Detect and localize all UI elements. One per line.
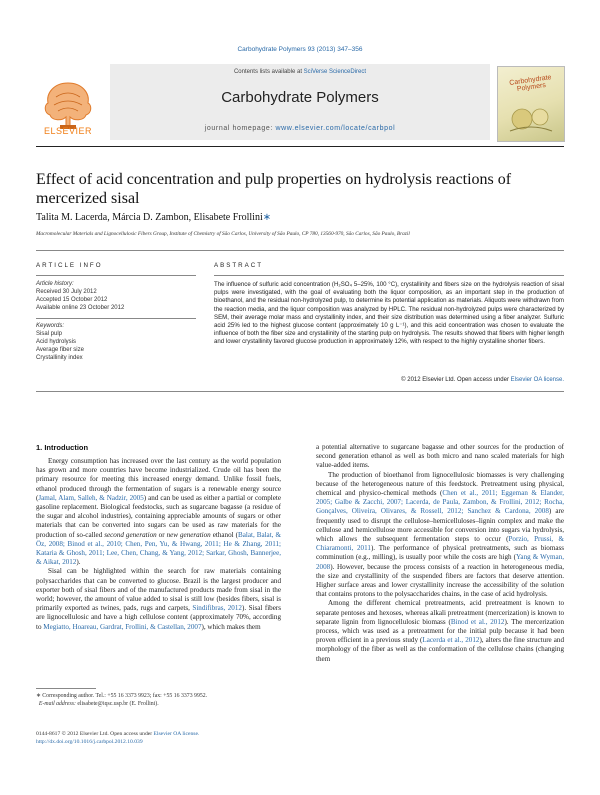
doi-link[interactable]: http://dx.doi.org/10.1016/j.carbpol.2012.10.039 bbox=[36, 738, 143, 745]
email-address[interactable]: elisabete@iqsc.usp.br (E. Frollini). bbox=[77, 700, 159, 707]
copyright-line bbox=[214, 377, 564, 383]
journal-title: Carbohydrate Polymers bbox=[221, 89, 379, 106]
reference-link[interactable]: Balat, Balat, & Öz, 2008; Binod et al., 2010; Chen, Pen, Yu, & Hwang, 2011; He & Zhang, 2011; Kataria & Ghosh, 2011; Lee, Chen, Chang, & Yang, 2012; Sarkar, Ghosh, Bannerjee, & Aikat, 2012 bbox=[36, 530, 281, 567]
reference-link[interactable]: Chen et al., 2011; Eggeman & Elander, 2005; Galbe & Zacchi, 2007; Lacerda, de Paula, Zambon, & Frollini, 2012; Rocha, Gonçalves, Oliveira, Olivares, & Rossell, 2012; Sanchez & Cardona, 2008 bbox=[316, 489, 564, 516]
bottom-publication-info bbox=[36, 731, 336, 746]
reference-link[interactable]: Sindifibras, 2012 bbox=[192, 604, 242, 613]
footnote-rule bbox=[36, 688, 96, 689]
keyword-item: Sisal pulp bbox=[36, 331, 63, 337]
author-list bbox=[36, 212, 564, 223]
reference-link[interactable]: Binod et al., 2012 bbox=[450, 617, 505, 626]
affiliation-rule bbox=[36, 250, 564, 251]
reference-link[interactable]: Lacerda et al., 2012 bbox=[422, 636, 480, 645]
intro-paragraph: Sisal can be highlighted within the search for raw materials containing polysaccharides that can be converted to glucose. Brazil is the largest producer and exporter both of sisal fibers and of the manufactured products made from sisal in the world; however, the amount of value added to sisal is still low (besides fibers, sisal is primarily exported as twines, pads, rugs and carpets, Sindifibras, 2012). Sisal fibers are lignocellulosic and have a high cellulose content (approximately 70%, according to Megiatto, Hoareau, Gardrat, Frollini, & Castellan, 2007), which makes them bbox=[36, 567, 281, 631]
email-label: E-mail address: bbox=[38, 700, 76, 707]
abstract-heading: ABSTRACT bbox=[214, 262, 264, 269]
section-heading-introduction: 1. Introduction bbox=[36, 443, 89, 452]
left-column bbox=[36, 457, 281, 632]
oa-license-link[interactable]: Elsevier OA license. bbox=[510, 377, 564, 383]
journal-cover-thumbnail bbox=[497, 66, 565, 142]
reference-link[interactable]: Yang & Wyman, 2008 bbox=[316, 553, 564, 571]
corresponding-author-mark[interactable]: ∗ bbox=[262, 212, 272, 223]
history-received: Received 30 July 2012 bbox=[36, 289, 97, 295]
cover-illustration bbox=[506, 101, 556, 137]
article-history bbox=[36, 280, 196, 312]
reference-link[interactable]: Jamal, Alam, Salleh, & Nadzir, 2005 bbox=[38, 493, 144, 502]
corresponding-author-footnote bbox=[36, 693, 281, 708]
homepage-prefix: journal homepage: bbox=[204, 125, 273, 132]
authors-text: Talita M. Lacerda, Márcia D. Zambon, Elisabete Frollini bbox=[36, 212, 263, 223]
reference-link[interactable]: Porzio, Prussi, & Chiaramonti, 2011 bbox=[316, 535, 565, 553]
abstract-text: The influence of sulfuric acid concentration (H₂SO₄ 5–25%, 100 °C), crystallinity and fibers size on the hydrolysis reaction of sisal pulps were investigated, with the goal of evaluating both the liquor composition, as an important step in the production of bioethanol, and the residual non-hydrolyzed pulp, to determine its potential application as materials. Aliquots were withdrawn from the reaction media, and the liquor composition was analyzed by HPLC. The residual non-hydrolyzed pulps were characterized by SEM, their average molar mass and crystallinity index, and their size distribution was determined using a fiber analyzer. Sulfuric acid 25% led to the highest glucose content (approximately 10 g L⁻¹), and this acid concentration was chosen to evaluate the influence of both the fiber size and crystallinity of the starting pulp on hydrolysis. The results showed that fibers with higher length and lower crystallinity favored glucose production in approximately 12%, with respect to the highly crystalline shorter fibers. bbox=[214, 281, 564, 346]
intro-paragraph: a potential alternative to sugarcane bagasse and other sources for the production of second generation ethanol as well as both micro and nano scaled materials for high value-added items. bbox=[316, 443, 564, 470]
keyword-item: Average fiber size bbox=[36, 347, 84, 353]
issn-text: 0144-8617 © 2012 Elsevier Ltd. bbox=[36, 731, 109, 737]
history-accepted: Accepted 15 October 2012 bbox=[36, 297, 108, 303]
reference-link[interactable]: Megiatto, Hoareau, Gardrat, Frollini, & Castellan, 2007 bbox=[43, 622, 202, 631]
bottom-oa-license-link[interactable]: Elsevier OA license. bbox=[153, 731, 200, 737]
cover-title: Carbohydrate Polymers bbox=[508, 74, 552, 94]
open-access-text: Open access under bbox=[456, 377, 509, 383]
sciencedirect-link[interactable]: SciVerse ScienceDirect bbox=[303, 69, 367, 75]
contents-line bbox=[110, 69, 490, 75]
abstract-rule bbox=[214, 275, 564, 276]
article-info-rule bbox=[36, 275, 196, 276]
elsevier-wordmark: ELSEVIER bbox=[43, 126, 93, 136]
keyword-item: Acid hydrolysis bbox=[36, 339, 77, 345]
contents-prefix: Contents lists available at bbox=[233, 69, 302, 75]
copyright-text: © 2012 Elsevier Ltd. bbox=[401, 377, 456, 383]
intro-paragraph: Energy consumption has increased over the last century as the world population has grown and more countries have become industrialized. Crude oil has been the primary resource for meeting this increased energy demand. Unlike fossil fuels, ethanol produced through the fermentation of sugars is a renewable energy source (Jamal, Alam, Salleh, & Nadzir, 2005) and can be used as either a partial or complete gasoline replacement. Biological feedstocks, such as sugarcane bagasse (a residue of the sugar and alcohol industries), containing appreciable amounts of sugars or other materials that can be converted into sugars can be used as raw materials for the production of so-called second generation or new generation ethanol (Balat, Balat, & Öz, 2008; Binod et al., 2010; Chen, Pen, Yu, & Hwang, 2011; He & Zhang, 2011; Kataria & Ghosh, 2011; Lee, Chen, Chang, & Yang, 2012; Sarkar, Ghosh, Bannerjee, & Aikat, 2012). bbox=[36, 457, 281, 567]
affiliation: Macromolecular Materials and Lignocellulosic Fibers Group, Institute of Chemistry of São Carlos, University of São Paulo, CP 780, 13560-970, São Carlos, São Paulo, Brazil bbox=[36, 231, 410, 237]
keyword-item: Crystallinity index bbox=[36, 355, 83, 361]
right-column bbox=[316, 443, 564, 664]
abstract-end-rule bbox=[36, 391, 564, 392]
history-rule bbox=[36, 318, 196, 319]
journal-citation[interactable]: Carbohydrate Polymers 93 (2013) 347–356 bbox=[237, 46, 363, 53]
article-title: Effect of acid concentration and pulp properties on hydrolysis reactions of mercerized sisal bbox=[36, 171, 512, 207]
bottom-open-access-text: Open access under bbox=[110, 731, 153, 737]
header-rule bbox=[36, 146, 564, 147]
journal-homepage-link[interactable]: www.elsevier.com/locate/carbpol bbox=[275, 125, 396, 132]
keywords-block bbox=[36, 322, 196, 362]
article-info-heading: ARTICLE INFO bbox=[36, 262, 103, 269]
keywords-label: Keywords: bbox=[36, 323, 65, 329]
footnote-contact: ∗ Corresponding author. Tel.: +55 16 3373 9923; fax: +55 16 3373 9952. bbox=[36, 693, 208, 699]
intro-paragraph: The production of bioethanol from lignocellulosic biomasses is very challenging because of the heterogeneous nature of this feedstock. Pretreatment using physical, chemical and physico-chemical methods (Chen et al., 2011; Eggeman & Elander, 2005; Galbe & Zacchi, 2007; Lacerda, de Paula, Zambon, & Frollini, 2012; Rocha, Gonçalves, Oliveira, Olivares, & Rossell, 2012; Sanchez & Cardona, 2008) are frequently used to disrupt the cellulose–hemicelluloses–lignin complex and make the cellulose and hemicellulose more accessible for conversion into sugars via hydrolysis, which allows the subsequent fermentation steps to occur (Porzio, Prussi, & Chiaramonti, 2011). The performance of physical pretreatments, such as biomass comminution (e.g., milling), is usually poor while the costs are high (Yang & Wyman, 2008). However, because the process consists of a reaction in heterogeneous media, the size and crystallinity of the suspended fibers are factors that deserve attention. Higher surface areas and lower crystallinity increase the accessibility of the solution that contains protons to the polysaccharides chains, in the case of acid hydrolysis. bbox=[316, 470, 565, 599]
history-label: Article history: bbox=[36, 281, 74, 287]
history-online: Available online 23 October 2012 bbox=[36, 305, 125, 311]
intro-paragraph: Among the different chemical pretreatments, acid pretreatment is known to separate pentoses and hexoses, whereas alkali pretreatment (mercerization) is known to separate lignin from lignocellulosic biomass (Binod et al., 2012). The mercerization process, which was used as a pretreatment for the initial pulp because it had been proven efficient in a previous study (Lacerda et al., 2012), alters the fine structure and morphology of the fiber as well as the conformation of the cellulose chains (changing them bbox=[316, 599, 565, 663]
journal-homepage-line bbox=[110, 125, 490, 132]
